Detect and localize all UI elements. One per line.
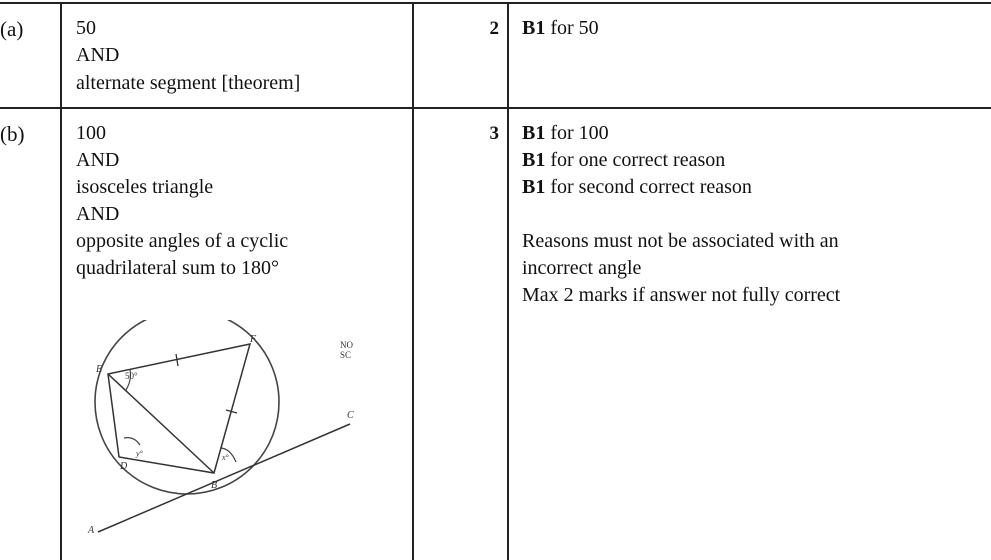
guidance-b2-code: B1 — [522, 149, 546, 171]
answer-b-line-1: 100 — [76, 122, 106, 144]
answer-b-line-2: AND — [76, 149, 120, 171]
notes-b-line-2: incorrect angle — [522, 257, 642, 279]
label-c: C — [347, 410, 354, 421]
guidance-b3-code: B1 — [522, 176, 546, 198]
answer-a-line-3: alternate segment [theorem] — [76, 72, 301, 94]
column-divider-part — [60, 2, 62, 560]
guidance-a-text: for 50 — [545, 17, 599, 39]
answer-b-line-6: quadrilateral sum to 180° — [76, 257, 279, 279]
label-f: F — [250, 334, 257, 345]
angle-label-y: y° — [136, 449, 143, 458]
label-a: A — [88, 525, 95, 536]
column-divider-answer — [412, 2, 414, 560]
answer-b-line-4: AND — [76, 203, 120, 225]
guidance-b1-text: for 100 — [545, 122, 609, 144]
guidance-b-line-1 — [522, 120, 609, 147]
label-b: B — [211, 480, 218, 491]
guidance-b2-text: for one correct reason — [545, 149, 726, 171]
answer-a-line-2: AND — [76, 44, 120, 66]
column-divider-marks — [507, 2, 509, 560]
guidance-b1-code: B1 — [522, 122, 546, 144]
guidance-b3-text: for second correct reason — [545, 176, 752, 198]
label-d: D — [120, 461, 128, 472]
label-e: E — [96, 364, 103, 375]
table-top-border — [0, 2, 991, 4]
row-divider — [0, 107, 991, 109]
part-label-b: (b) — [0, 122, 25, 146]
notes-b-line-3: Max 2 marks if answer not fully correct — [522, 284, 841, 306]
diagram-note-line-2: SC — [340, 350, 352, 360]
part-label-a: (a) — [0, 17, 24, 41]
angle-label-x: x° — [222, 453, 229, 462]
angle-arc-d — [124, 438, 140, 445]
answer-b-line-3: isosceles triangle — [76, 176, 214, 198]
marks-b: 3 — [489, 123, 499, 144]
guidance-b-line-3 — [522, 174, 752, 201]
guidance-b-line-2 — [522, 147, 725, 174]
notes-b-line-1: Reasons must not be associated with an — [522, 230, 839, 252]
answer-b-line-5: opposite angles of a cyclic — [76, 230, 289, 252]
answer-a-line-1: 50 — [76, 17, 96, 39]
circle-theorem-diagram — [70, 320, 395, 560]
guidance-a-code: B1 — [522, 17, 546, 39]
angle-label-e: 50° — [125, 371, 138, 381]
diagram-note-line-1: NO — [340, 340, 353, 350]
guidance-a-line-1 — [522, 15, 599, 42]
marks-a: 2 — [489, 18, 499, 39]
